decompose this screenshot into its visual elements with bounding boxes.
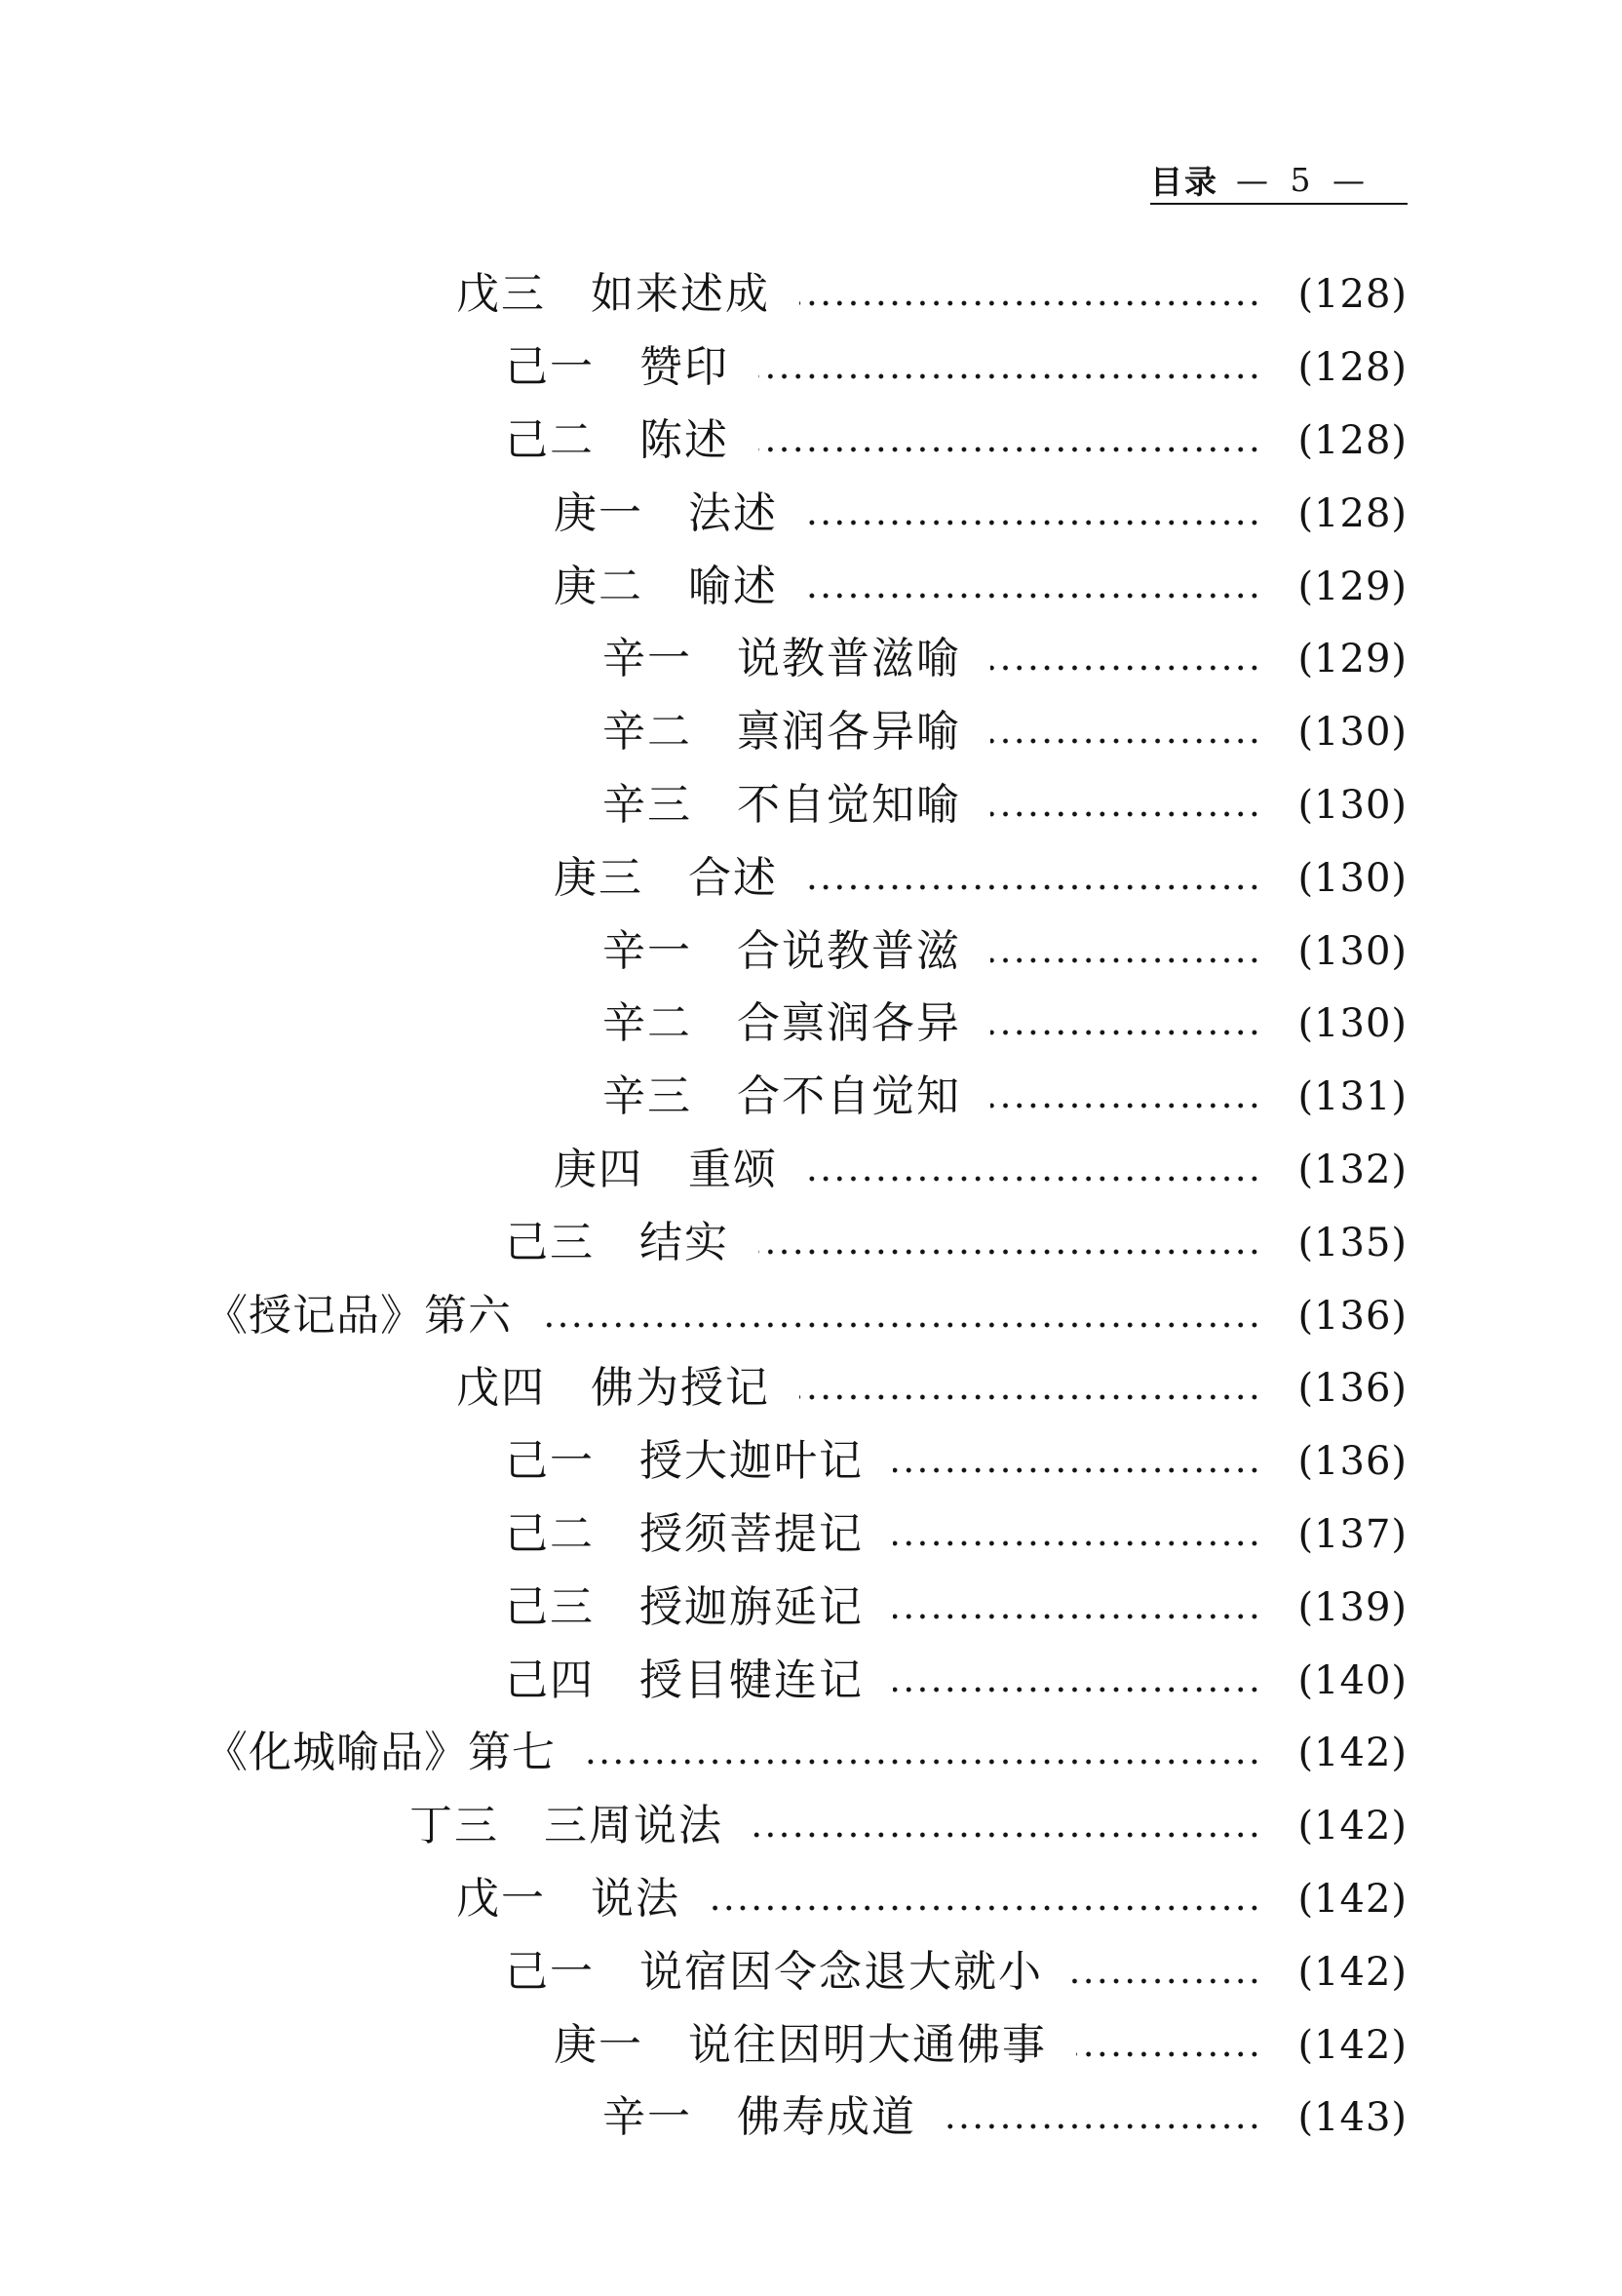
dot-leader [758,346,1261,389]
toc-entry-label: 《授记品》第六 [205,1290,512,1341]
toc-entry-page: (136) [1297,1293,1408,1339]
toc-entry-page: (130) [1297,1001,1408,1047]
toc-entry[interactable] [0,1790,1622,1863]
toc-entry[interactable] [0,1206,1622,1279]
dot-leader [758,419,1261,462]
toc-entry-page: (135) [1297,1220,1408,1265]
toc-entry[interactable] [0,1061,1622,1134]
dot-leader [990,1002,1261,1045]
toc-entry-label: 己三 授迦旃延记 [505,1581,864,1632]
toc-entry[interactable] [0,1863,1622,1936]
toc-entry-page: (136) [1297,1439,1408,1485]
toc-entry-page: (128) [1297,345,1408,391]
dot-leader [1072,1951,1261,1994]
header-page-number: — 5 — [1236,160,1371,199]
dot-leader [807,565,1261,608]
dot-leader [946,2096,1261,2139]
dot-leader [753,1805,1261,1848]
toc-entry[interactable] [0,696,1622,769]
toc-entry-label: 己三 结实 [505,1217,729,1267]
toc-entry-label: 己二 授须菩提记 [505,1508,864,1559]
toc-entry[interactable] [0,769,1622,842]
dot-leader [807,857,1261,900]
header-title: 目录 [1150,162,1218,201]
toc-entry-page: (143) [1297,2095,1408,2141]
dot-leader [990,784,1261,827]
toc-entry-page: (142) [1297,2022,1408,2068]
toc-entry[interactable] [0,915,1622,988]
dot-leader [710,1878,1261,1921]
toc-entry-page: (128) [1297,272,1408,318]
toc-entry[interactable] [0,1134,1622,1207]
toc-entry-page: (131) [1297,1074,1408,1120]
toc-entry-label: 戊三 如来述成 [456,269,770,320]
toc-entry-page: (128) [1297,490,1408,536]
toc-entry[interactable] [0,1935,1622,2008]
toc-entry[interactable] [0,1571,1622,1644]
toc-entry[interactable] [0,550,1622,623]
dot-leader [585,1732,1261,1774]
dot-leader [893,1586,1261,1629]
dot-leader [893,1659,1261,1702]
toc-entry[interactable] [0,1279,1622,1352]
dot-leader [990,711,1261,754]
toc-entry-label: 辛一 佛寿成道 [602,2092,916,2143]
toc-entry-label: 辛二 合禀润各异 [602,998,961,1049]
toc-entry-page: (128) [1297,417,1408,463]
page-header [1150,156,1408,205]
toc-entry-label: 庚二 喻述 [554,561,778,611]
dot-leader [758,1222,1261,1265]
toc-entry-label: 丁三 三周说法 [409,1801,723,1851]
toc-entry-page: (132) [1297,1147,1408,1192]
toc-entry-label: 庚三 合述 [554,852,778,903]
dot-leader [807,1148,1261,1191]
toc-entry-label: 己一 赞印 [505,342,729,393]
toc-entry-label: 辛三 合不自觉知 [602,1071,961,1122]
toc-entry-page: (130) [1297,710,1408,756]
toc-entry-label: 辛一 合说教普滋 [602,925,961,976]
toc-entry-page: (137) [1297,1511,1408,1557]
toc-entry-label: 己四 授目犍连记 [505,1654,864,1705]
toc-entry[interactable] [0,2008,1622,2082]
toc-entry[interactable] [0,1717,1622,1790]
toc-entry-label: 己二 陈述 [505,414,729,465]
toc-entry[interactable] [0,841,1622,915]
toc-entry[interactable] [0,477,1622,550]
dot-leader [807,492,1261,535]
toc-entry-page: (142) [1297,1876,1408,1922]
table-of-contents [0,258,1622,2155]
toc-entry-page: (140) [1297,1657,1408,1703]
toc-entry-label: 己一 说宿因令念退大就小 [505,1946,1043,1997]
toc-entry-label: 戊一 说法 [456,1873,680,1924]
toc-entry-label: 《化城喻品》第七 [205,1728,556,1778]
toc-entry-page: (139) [1297,1584,1408,1630]
dot-leader [990,638,1261,681]
toc-entry-page: (142) [1297,1804,1408,1849]
dot-leader [893,1440,1261,1483]
toc-entry-page: (130) [1297,928,1408,974]
toc-entry-page: (136) [1297,1366,1408,1412]
toc-entry-page: (130) [1297,782,1408,828]
toc-entry[interactable] [0,1644,1622,1717]
toc-entry[interactable] [0,258,1622,331]
toc-entry-label: 辛一 说教普滋喻 [602,634,961,684]
toc-entry-page: (142) [1297,1949,1408,1995]
toc-entry[interactable] [0,988,1622,1061]
toc-entry-page: (129) [1297,564,1408,609]
dot-leader [799,273,1261,316]
toc-entry-page: (130) [1297,855,1408,901]
toc-entry-label: 庚一 法述 [554,487,778,538]
toc-entry[interactable] [0,623,1622,696]
toc-entry-label: 己一 授大迦叶记 [505,1436,864,1487]
toc-entry-label: 辛三 不自觉知喻 [602,779,961,830]
toc-entry[interactable] [0,1352,1622,1425]
toc-entry[interactable] [0,1425,1622,1498]
toc-entry-page: (129) [1297,637,1408,682]
toc-entry-label: 辛二 禀润各异喻 [602,707,961,758]
dot-leader [799,1367,1261,1410]
toc-entry-label: 庚一 说往因明大通佛事 [554,2019,1047,2070]
dot-leader [1076,2024,1261,2067]
toc-entry[interactable] [0,2082,1622,2155]
toc-entry-page: (142) [1297,1731,1408,1776]
toc-entry[interactable] [0,1498,1622,1572]
dot-leader [990,1075,1261,1118]
toc-entry[interactable] [0,405,1622,478]
dot-leader [893,1513,1261,1556]
toc-entry-label: 戊四 佛为授记 [456,1363,770,1414]
dot-leader [990,930,1261,973]
toc-entry-label: 庚四 重颂 [554,1144,778,1194]
dot-leader [541,1295,1261,1338]
toc-entry[interactable] [0,331,1622,405]
